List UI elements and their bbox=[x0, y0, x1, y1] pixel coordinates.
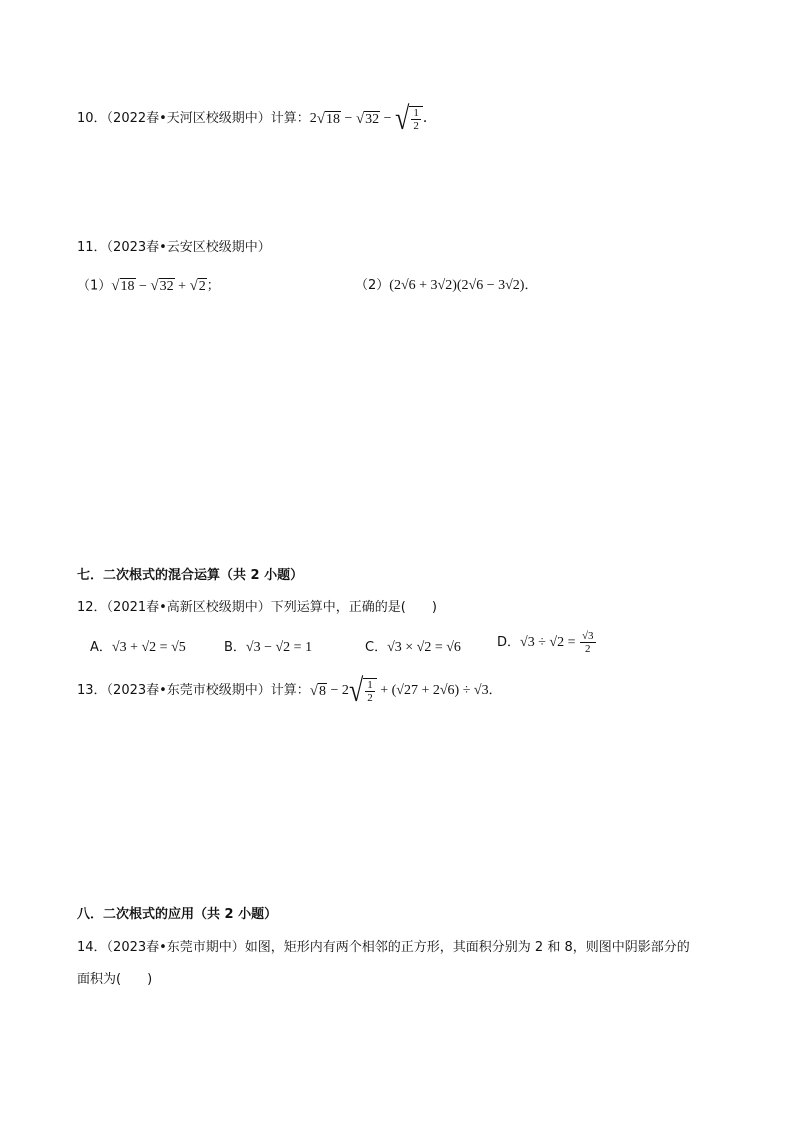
q11-radicand-32: 32 bbox=[159, 279, 174, 294]
q10-frac-den: 2 bbox=[413, 120, 419, 132]
q10-radical-frac: √ $\frac{1}{2}$ bbox=[395, 106, 423, 132]
q12-choice-b bbox=[224, 636, 312, 656]
q12-choice-d bbox=[497, 630, 597, 655]
q11-p1-label: （1） bbox=[77, 278, 112, 294]
q11-op-2: + bbox=[174, 278, 190, 294]
question-11-title: 11．（2023春•云安区校级期中） bbox=[77, 240, 271, 255]
q12-choice-d-label: D． bbox=[497, 635, 521, 650]
q12-choice-a-expr: √3 + √2 = √5 bbox=[111, 640, 186, 655]
q12-choice-b-expr: √3 − √2 = 1 bbox=[245, 640, 313, 655]
section-7-title: 七．二次根式的混合运算（共 2 小题） bbox=[77, 568, 304, 583]
q10-expression bbox=[309, 100, 437, 137]
q13-expression bbox=[309, 672, 489, 709]
q12-choice-a bbox=[90, 636, 186, 656]
q10-op-minus-1: − bbox=[341, 111, 356, 127]
q10-op-minus-2: − bbox=[380, 111, 396, 127]
q12-choice-c-expr: √3 × √2 = √6 bbox=[387, 640, 461, 655]
q13-tail: + (√27 + 2√6) ÷ √3 bbox=[376, 683, 489, 699]
q11-p2-label: （2） bbox=[355, 278, 390, 293]
q11-radical-32: √32 bbox=[150, 278, 174, 294]
q10-radicand-18: 18 bbox=[326, 111, 341, 127]
question-10 bbox=[77, 100, 437, 137]
q12-choice-d-frac-num: √3 bbox=[581, 630, 594, 642]
q13-radical-8: √8 bbox=[309, 682, 327, 699]
q10-prefix: 10．（2022春•天河区校级期中）计算： bbox=[77, 111, 310, 127]
q11-radical-2: √2 bbox=[189, 278, 206, 294]
q11-p1-expression bbox=[111, 279, 207, 294]
q12-choice-c bbox=[365, 636, 461, 656]
question-14-line-2: 面积为( ) bbox=[77, 972, 153, 987]
question-11-part-2 bbox=[355, 276, 537, 296]
question-11-part-1 bbox=[77, 276, 220, 297]
q12-choice-d-fraction bbox=[580, 630, 596, 655]
q10-end: ． bbox=[422, 110, 437, 127]
q10-fraction bbox=[411, 107, 421, 132]
question-14-line-1: 14．（2023春•东莞市期中）如图，矩形内有两个相邻的正方形，其面积分别为 2 和 8，则图中阴影部分的 bbox=[77, 940, 690, 955]
q12-choice-d-frac-den: 2 bbox=[584, 643, 591, 655]
q11-p2-expression: (2√6 + 3√2)(2√6 − 3√2) bbox=[389, 278, 525, 293]
q10-coef: 2 bbox=[309, 111, 317, 127]
q13-mid: − 2 bbox=[327, 683, 349, 699]
question-12-stem: 12．（2021春•高新区校级期中）下列运算中，正确的是( ) bbox=[77, 600, 437, 615]
q10-radical-32: √32 bbox=[355, 110, 380, 127]
q13-radicand-8: 8 bbox=[319, 683, 327, 699]
q13-radical-frac: √ $\frac{1}{2}$ bbox=[349, 678, 377, 704]
q10-radical-18: √18 bbox=[316, 110, 341, 127]
q11-radicand-18: 18 bbox=[120, 279, 135, 294]
q11-radical-18: √18 bbox=[111, 278, 135, 294]
q13-end: ． bbox=[488, 683, 502, 699]
q13-frac-num: 1 bbox=[367, 679, 373, 691]
q13-prefix: 13．（2023春•东莞市校级期中）计算： bbox=[77, 683, 310, 699]
q10-radicand-32: 32 bbox=[365, 111, 380, 127]
q11-p1-end: ； bbox=[206, 278, 220, 294]
q11-radicand-2: 2 bbox=[198, 279, 206, 294]
q12-choice-d-expr: √3 ÷ √2 = bbox=[520, 635, 579, 650]
question-13 bbox=[77, 672, 502, 709]
q12-choice-a-label: A． bbox=[90, 640, 112, 655]
q10-frac-num: 1 bbox=[413, 107, 419, 119]
q13-frac-den: 2 bbox=[367, 692, 373, 704]
q12-choice-c-label: C． bbox=[365, 640, 388, 655]
q12-choice-b-label: B． bbox=[224, 640, 246, 655]
q13-fraction bbox=[365, 679, 375, 704]
q11-p2-end: ． bbox=[524, 278, 538, 293]
section-8-title: 八．二次根式的应用（共 2 小题） bbox=[77, 907, 278, 922]
q11-op-1: − bbox=[135, 278, 151, 294]
